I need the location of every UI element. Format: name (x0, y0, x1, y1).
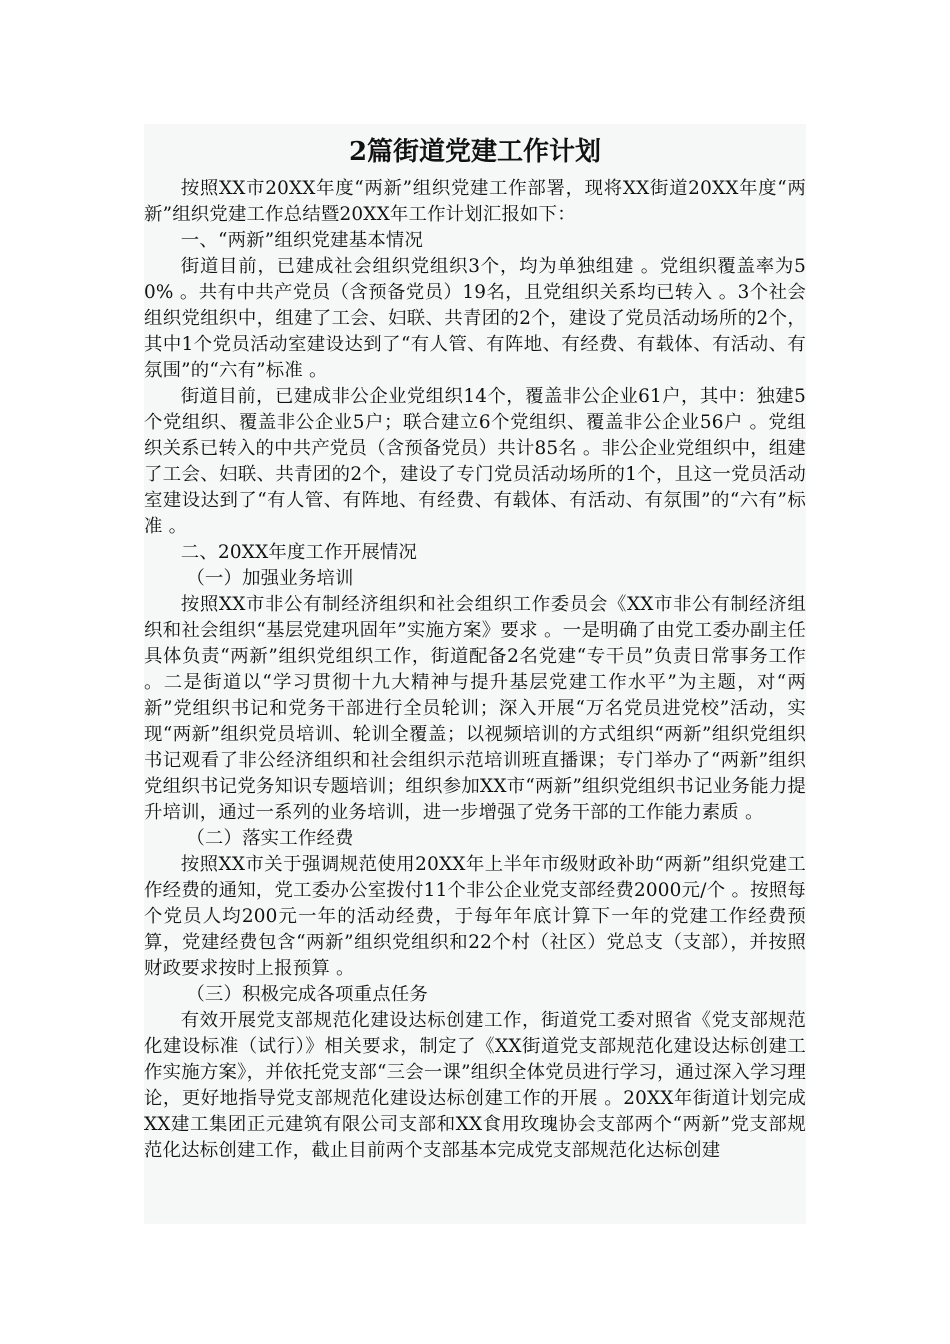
paragraph-non-public-enterprises: 街道目前，已建成非公企业党组织14个，覆盖非公企业61户，其中：独建5个党组织、覆盖非公企业5户；联合建立6个党组织、覆盖非公企业56户 。党组织关系已转入的中共产党员（含预备党员）共计85名 。非公企业党组织中，组建了工会、妇联、共青团的2个，建设了专门党员活动场所的1个，且这一党员活动室建设达到了“有人管、有阵地、有经费、有载体、有活动、有氛围”的“六有”标准 。 (144, 386, 806, 537)
section-heading-2: 二、20XX年度工作开展情况 (180, 542, 418, 563)
subsection-heading-1: （一）加强业务培训 (186, 568, 354, 589)
paragraph-training: 按照XX市非公有制经济组织和社会组织工作委员会《XX市非公有制经济组织和社会组织“基层党建巩固年”实施方案》要求 。一是明确了由党工委办副主任具体负责“两新”组织党组织工作，街道配备2名党建“专干员”负责日常事务工作 。二是街道以“学习贯彻十九大精神与提升基层党建工作水平”为主题，对“两新”党组织书记和党务干部进行全员轮训；深入开展“万名党员进党校”活动，实现“两新”组织党员培训、轮训全覆盖；以视频培训的方式组织“两新”组织党组织书记观看了非公经济组织和社会组织示范培训班直播课；专门举办了“两新”组织党组织书记党务知识专题培训；组织参加XX市“两新”组织党组织书记业务能力提升培训，通过一系列的业务培训，进一步增强了党务干部的工作能力素质 。 (144, 594, 806, 823)
document-title: 2篇街道党建工作计划 (348, 137, 602, 167)
intro-paragraph: 按照XX市20XX年度“两新”组织党建工作部署，现将XX街道20XX年度“两新”组织党建工作总结暨20XX年工作计划汇报如下： (144, 178, 806, 225)
subsection-heading-2: （二）落实工作经费 (186, 828, 354, 849)
paragraph-social-orgs: 街道目前，已建成社会组织党组织3个，均为单独组建 。党组织覆盖率为50% 。共有中共产党员（含预备党员）19名，且党组织关系均已转入 。3个社会组织党组织中，组建了工会、妇联、共青团的2个，建设了党员活动场所的2个，其中1个党员活动室建设达到了“有人管、有阵地、有经费、有载体、有活动、有氛围”的“六有”标准 。 (144, 256, 806, 381)
paragraph-funding: 按照XX市关于强调规范使用20XX年上半年市级财政补助“两新”组织党建工作经费的通知，党工委办公室拨付11个非公企业党支部经费2000元/个 。按照每个党员人均200元一年的活动经费，于每年年底计算下一年的党建工作经费预算，党建经费包含“两新”组织党组织和22个村（社区）党总支（支部），并按照财政要求按时上报预算 。 (144, 854, 806, 979)
paragraph-key-tasks: 有效开展党支部规范化建设达标创建工作，街道党工委对照省《党支部规范化建设标准（试行）》相关要求，制定了《XX街道党支部规范化建设达标创建工作实施方案》，并依托党支部“三会一课”组织全体党员进行学习，通过深入学习理论，更好地指导党支部规范化建设达标创建工作的开展 。20XX年街道计划完成XX建工集团正元建筑有限公司支部和XX食用玫瑰协会支部两个“两新”党支部规范化达标创建工作，截止目前两个支部基本完成党支部规范化达标创建 (144, 1010, 806, 1161)
document-page (144, 124, 806, 1224)
subsection-heading-3: （三）积极完成各项重点任务 (186, 984, 428, 1005)
section-heading-1: 一、“两新”组织党建基本情况 (180, 230, 424, 251)
